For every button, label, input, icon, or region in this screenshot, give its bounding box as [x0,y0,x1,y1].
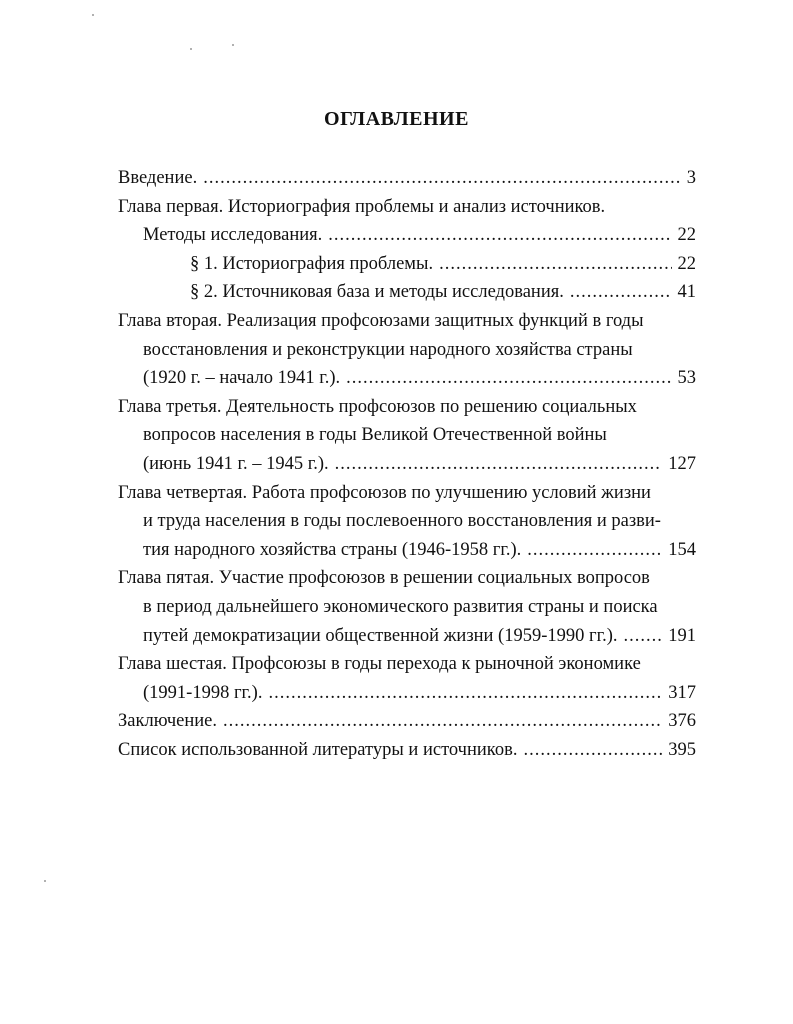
scan-speck [44,880,46,882]
toc-entry-text: Заключение. [118,711,217,732]
toc-entry-chapter-4-line-1[interactable] [118,479,696,508]
toc-entry-chapter-5-line-3[interactable] [118,622,696,651]
toc-entry-text: § 1. Историография проблемы. [190,253,434,274]
toc-page-number: 22 [677,253,696,274]
scan-speck [92,14,94,16]
toc-entry-text: (1920 г. – начало 1941 г.). [143,368,341,389]
dot-leader [624,622,663,651]
dot-leader [346,364,671,393]
toc-page-number: 376 [668,711,696,732]
toc-entry-text: Глава третья. Деятельность профсоюзов по решению социальных [118,396,637,417]
toc-entry-introduction[interactable] [118,164,696,193]
toc-page-number: 395 [668,739,696,760]
toc-page-number: 191 [668,625,696,646]
toc-entry-chapter-3-line-2[interactable] [118,421,696,450]
toc-entry-chapter-4-line-2[interactable] [118,507,696,536]
toc-entry-chapter-2-line-1[interactable] [118,307,696,336]
toc-entry-chapter-1-line-2[interactable] [118,221,696,250]
toc-entry-section-2[interactable] [118,278,696,307]
scan-speck [190,48,192,50]
toc-entry-chapter-3-line-1[interactable] [118,393,696,422]
toc-page-number: 3 [686,168,696,188]
toc-entry-text: вопросов населения в годы Великой Отечественной войны [143,425,607,446]
toc-entry-chapter-4-line-3[interactable] [118,536,696,565]
scan-speck [232,44,234,46]
dot-leader [527,536,662,565]
toc-entry-text: в период дальнейшего экономического развития страны и поиска [143,596,658,617]
toc-page-number: 41 [677,282,696,303]
toc-entry-text: (июнь 1941 г. – 1945 г.). [143,453,329,474]
toc-entry-text: Глава вторая. Реализация профсоюзами защитных функций в годы [118,310,644,331]
dot-leader [523,736,662,765]
toc-entry-text: Глава четвертая. Работа профсоюзов по улучшению условий жизни [118,482,651,503]
toc-entry-chapter-2-line-2[interactable] [118,336,696,365]
table-of-contents [118,164,696,764]
toc-entry-text: Введение. [118,168,198,188]
toc-entry-text: (1991-1998 гг.). [143,682,263,703]
toc-entry-text: Глава шестая. Профсоюзы в годы перехода к рыночной экономике [118,654,641,675]
toc-page-number: 317 [668,682,696,703]
dot-leader [328,221,671,250]
toc-page-number: 154 [668,539,696,560]
toc-page-number: 127 [668,453,696,474]
toc-entry-text: путей демократизации общественной жизни (1959-1990 гг.). [143,625,618,646]
toc-entry-text: восстановления и реконструкции народного хозяйства страны [143,339,633,360]
dot-leader [203,164,681,193]
toc-entry-text: и труда населения в годы послевоенного восстановления и разви- [143,511,661,532]
toc-entry-text: Список использованной литературы и источников. [118,739,518,760]
toc-entry-text: Глава пятая. Участие профсоюзов в решении социальных вопросов [118,568,650,589]
dot-leader [335,450,663,479]
toc-entry-section-1[interactable] [118,250,696,279]
toc-page-number: 22 [677,225,696,246]
toc-entry-text: Глава первая. Историография проблемы и анализ источников. [118,196,606,217]
toc-entry-text: тия народного хозяйства страны (1946-1958 гг.). [143,539,522,560]
dot-leader [439,250,671,279]
toc-entry-chapter-5-line-1[interactable] [118,564,696,593]
dot-leader [223,707,662,736]
toc-entry-chapter-6-line-2[interactable] [118,679,696,708]
toc-entry-chapter-6-line-1[interactable] [118,650,696,679]
toc-entry-text: § 2. Источниковая база и методы исследования. [190,282,564,303]
dot-leader [570,278,672,307]
toc-entry-references[interactable] [118,736,696,765]
toc-entry-chapter-5-line-2[interactable] [118,593,696,622]
toc-entry-chapter-3-line-3[interactable] [118,450,696,479]
toc-entry-chapter-2-line-3[interactable] [118,364,696,393]
toc-entry-conclusion[interactable] [118,707,696,736]
toc-entry-chapter-1-line-1[interactable] [118,193,696,222]
page-title: ОГЛАВЛЕНИЕ [324,108,469,130]
toc-entry-text: Методы исследования. [143,225,323,246]
dot-leader [268,679,662,708]
toc-page-number: 53 [677,368,696,389]
